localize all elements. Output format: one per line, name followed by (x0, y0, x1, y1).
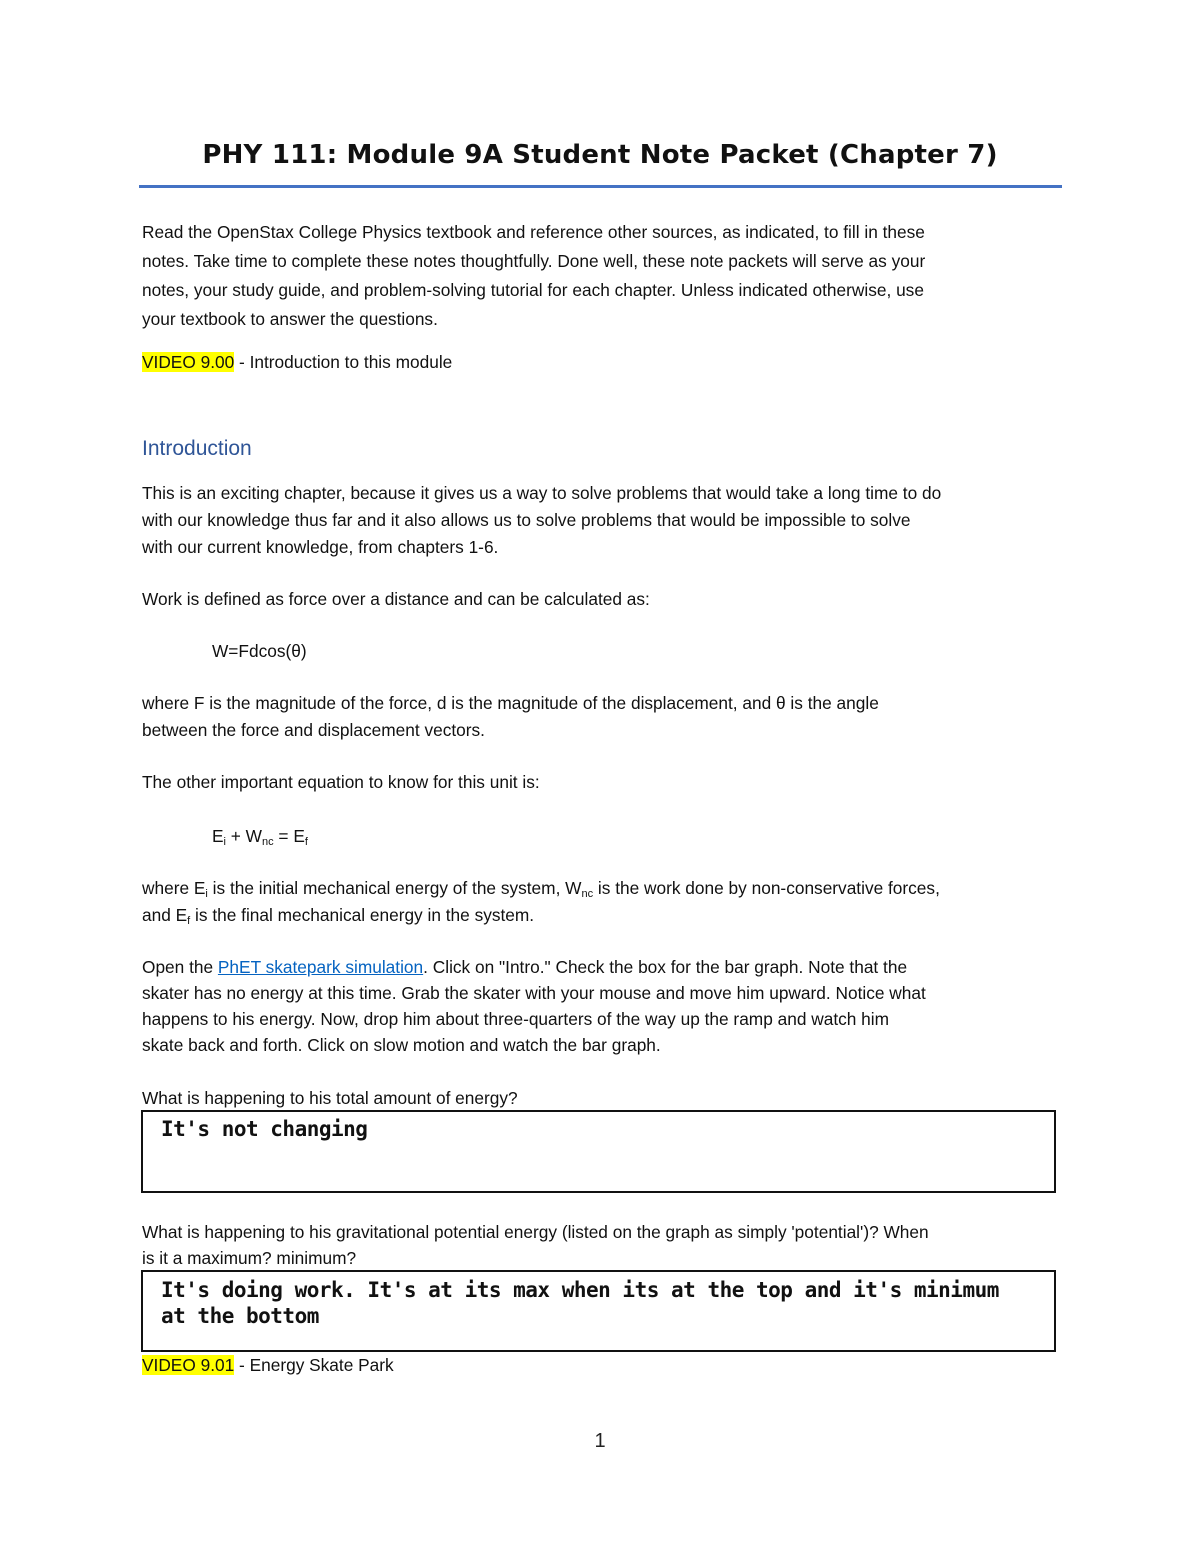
phet-line-4: skate back and forth. Click on slow motion and watch the bar graph. (142, 1035, 661, 1055)
answer-2-line-1: It's doing work. It's at its max when its at the top and it's minimum (161, 1278, 999, 1302)
energy-explain-line-2 (142, 902, 1062, 929)
eq-sub-f: f (304, 836, 308, 848)
question-2-line-1: What is happening to his gravitational potential energy (listed on the graph as simply 'potential')? When (142, 1222, 929, 1242)
video-label-highlight-2: VIDEO 9.01 (142, 1355, 235, 1375)
answer-box-2[interactable] (141, 1270, 1056, 1352)
eq-plus-w: + W (225, 826, 262, 846)
ee-text-3: is the work done by non-conservative forces, (593, 878, 940, 898)
phet-text-after: . Click on "Intro." Check the box for the bar graph. Note that the (423, 957, 908, 977)
ee-sub-2: nc (581, 888, 594, 900)
eq-sub-i: i (223, 836, 226, 848)
answer-2-line-2: at the bottom (161, 1304, 319, 1328)
energy-explain-line-1 (142, 875, 1062, 902)
intro-line-1: Read the OpenStax College Physics textbook and reference other sources, as indicated, to fill in these (142, 222, 925, 242)
video-line-2 (142, 1352, 1062, 1379)
ee-sub-3: f (187, 915, 191, 927)
introduction-line-1: This is an exciting chapter, because it gives us a way to solve problems that would take a long time to do (142, 483, 942, 503)
eq-e: E (212, 826, 224, 846)
video-label-highlight: VIDEO 9.00 (142, 352, 235, 372)
ee-text-5: is the final mechanical energy in the system. (190, 905, 535, 925)
phet-line-2: skater has no energy at this time. Grab the skater with your mouse and move him upward. Notice what (142, 983, 926, 1003)
question-1-text: What is happening to his total amount of energy? (142, 1088, 518, 1108)
work-explain-line-1: where F is the magnitude of the force, d is the magnitude of the displacement, and θ is the angle (142, 693, 879, 713)
ee-sub-1: i (205, 888, 208, 900)
question-2-line-2: is it a maximum? minimum? (142, 1248, 357, 1268)
phet-skatepark-link[interactable]: PhET skatepark simulation (217, 957, 424, 977)
eq-equals-e: = E (273, 826, 305, 846)
answer-box-1[interactable] (141, 1110, 1056, 1193)
introduction-line-2: with our knowledge thus far and it also allows us to solve problems that would be impossible to solve (142, 510, 911, 530)
page-number: 1 (594, 1430, 606, 1452)
title-divider (139, 185, 1062, 188)
intro-line-2: notes. Take time to complete these notes thoughtfully. Done well, these note packets will serve as your (142, 251, 926, 271)
phet-line-1 (142, 954, 1062, 981)
phet-text-before: Open the (142, 957, 218, 977)
eq-sub-nc: nc (262, 836, 274, 848)
page-title: PHY 111: Module 9A Student Note Packet (Chapter 7) (202, 140, 998, 170)
introduction-line-3: with our current knowledge, from chapters 1-6. (142, 537, 499, 557)
phet-line-3: happens to his energy. Now, drop him about three-quarters of the way up the ramp and watch him (142, 1009, 890, 1029)
ee-text-1: where E (142, 878, 206, 898)
intro-line-4: your textbook to answer the questions. (142, 309, 438, 329)
video-description: - Introduction to this module (234, 352, 453, 372)
work-explain-line-2: between the force and displacement vectors. (142, 720, 485, 740)
video-description-2: - Energy Skate Park (234, 1355, 394, 1375)
work-definition: Work is defined as force over a distance and can be calculated as: (142, 589, 650, 609)
video-line-1 (142, 348, 1062, 377)
energy-equation (212, 826, 308, 847)
section-heading-introduction: Introduction (142, 437, 252, 460)
intro-line-3: notes, your study guide, and problem-solving tutorial for each chapter. Unless indicated otherwise, use (142, 280, 924, 300)
ee-text-4: and E (142, 905, 188, 925)
ee-text-2: is the initial mechanical energy of the system, W (207, 878, 582, 898)
answer-1-handwriting: It's not changing (161, 1117, 368, 1141)
work-equation: W=Fdcos(θ) (212, 641, 307, 661)
other-equation-intro: The other important equation to know for this unit is: (142, 772, 540, 792)
